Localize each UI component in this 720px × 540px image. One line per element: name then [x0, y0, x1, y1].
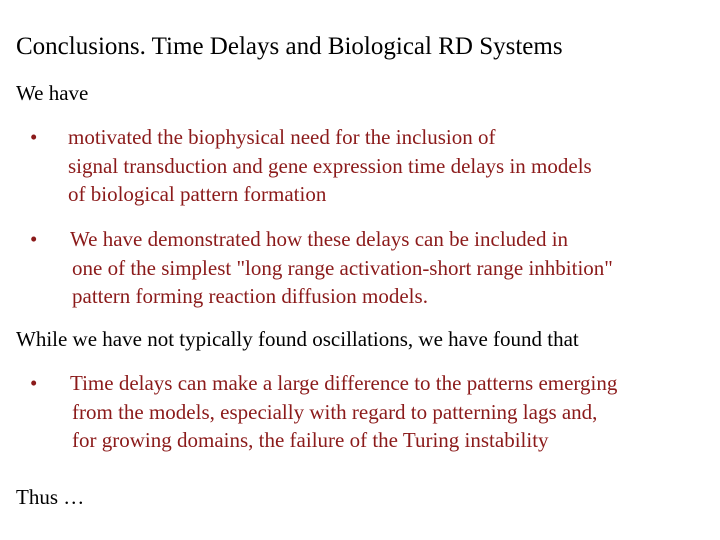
transition-text: While we have not typically found oscillations, we have found that	[16, 327, 579, 351]
bullet-point-icon: •	[30, 371, 38, 395]
slide-title: Conclusions. Time Delays and Biological RD Systems	[16, 33, 563, 60]
bullet-line: pattern forming reaction diffusion models.	[72, 284, 428, 308]
bullet-list-1b	[30, 225, 613, 311]
bullet-line: from the models, especially with regard to patterning lags and,	[72, 399, 598, 424]
bullet-item	[30, 369, 617, 455]
bullet-line: We have demonstrated how these delays can be included in	[70, 227, 569, 251]
bullet-line: one of the simplest "long range activation-short range inhbition"	[72, 255, 613, 280]
bullet-line: Time delays can make a large difference to the patterns emerging	[70, 371, 618, 395]
closing-text: Thus …	[16, 485, 85, 509]
bullet-item	[30, 123, 592, 209]
bullet-point-icon: •	[30, 125, 38, 149]
bullet-line: for growing domains, the failure of the Turing instability	[72, 428, 549, 452]
intro-text: We have	[16, 81, 89, 105]
bullet-list-2	[30, 369, 617, 455]
bullet-list-1	[30, 123, 592, 209]
bullet-line: of biological pattern formation	[68, 182, 327, 206]
bullet-point-icon: •	[30, 227, 38, 251]
bullet-item	[30, 225, 613, 311]
bullet-line: signal transduction and gene expression time delays in models	[68, 153, 592, 178]
bullet-line: motivated the biophysical need for the inclusion of	[68, 125, 496, 149]
